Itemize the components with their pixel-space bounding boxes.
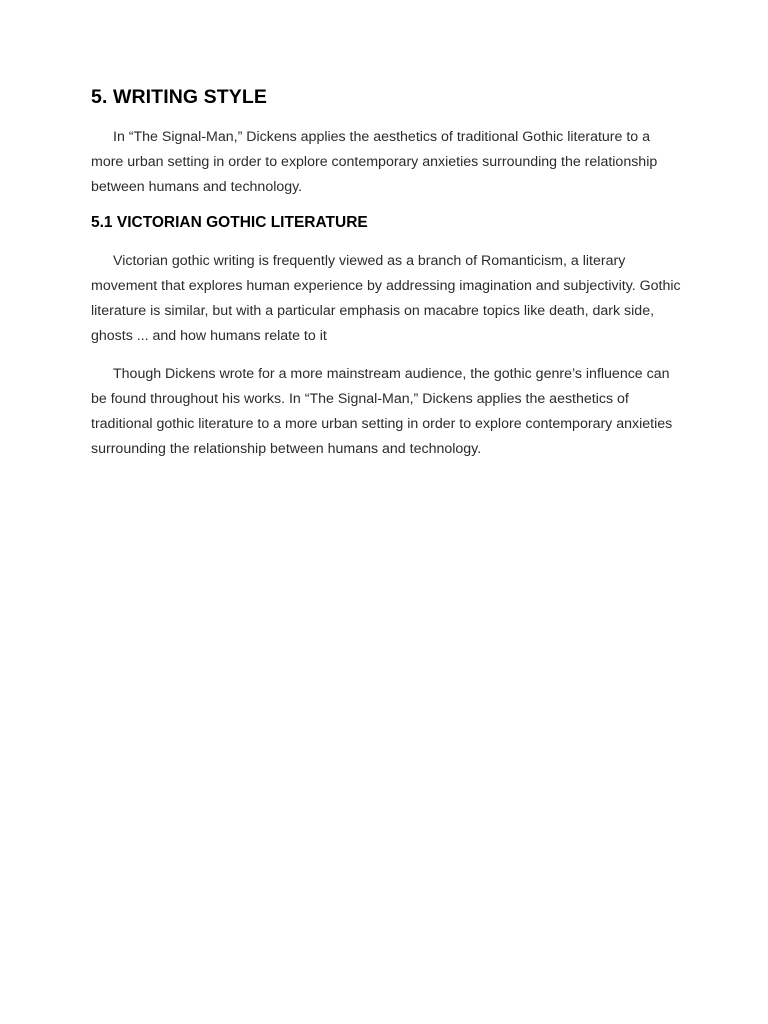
section-intro-paragraph: In “The Signal-Man,” Dickens applies the aesthetics of traditional Gothic literature to a more urban setting in order to explore contemporary anxieties surrounding the relationship between humans and technology.: [91, 129, 658, 195]
paragraph-dickens-influence: Though Dickens wrote for a more mainstream audience, the gothic genre’s influence can be found throughout his works. In “The Signal-Man,” Dickens applies the aesthetics of traditional gothic literature to a more urban setting in order to explore contemporary anxieties surrounding the relationship between humans and technology.: [91, 366, 673, 457]
section-heading: 5. WRITING STYLE: [91, 86, 268, 108]
document-page: [91, 84, 681, 475]
subsection-heading: 5.1 VICTORIAN GOTHIC LITERATURE: [91, 214, 368, 231]
paragraph-victorian-gothic: Victorian gothic writing is frequently viewed as a branch of Romanticism, a literary movement that explores human experience by addressing imagination and subjectivity. Gothic literature is similar, but with a particular emphasis on macabre topics like death, dark side, ghosts ... and how humans relate to it: [91, 253, 681, 344]
